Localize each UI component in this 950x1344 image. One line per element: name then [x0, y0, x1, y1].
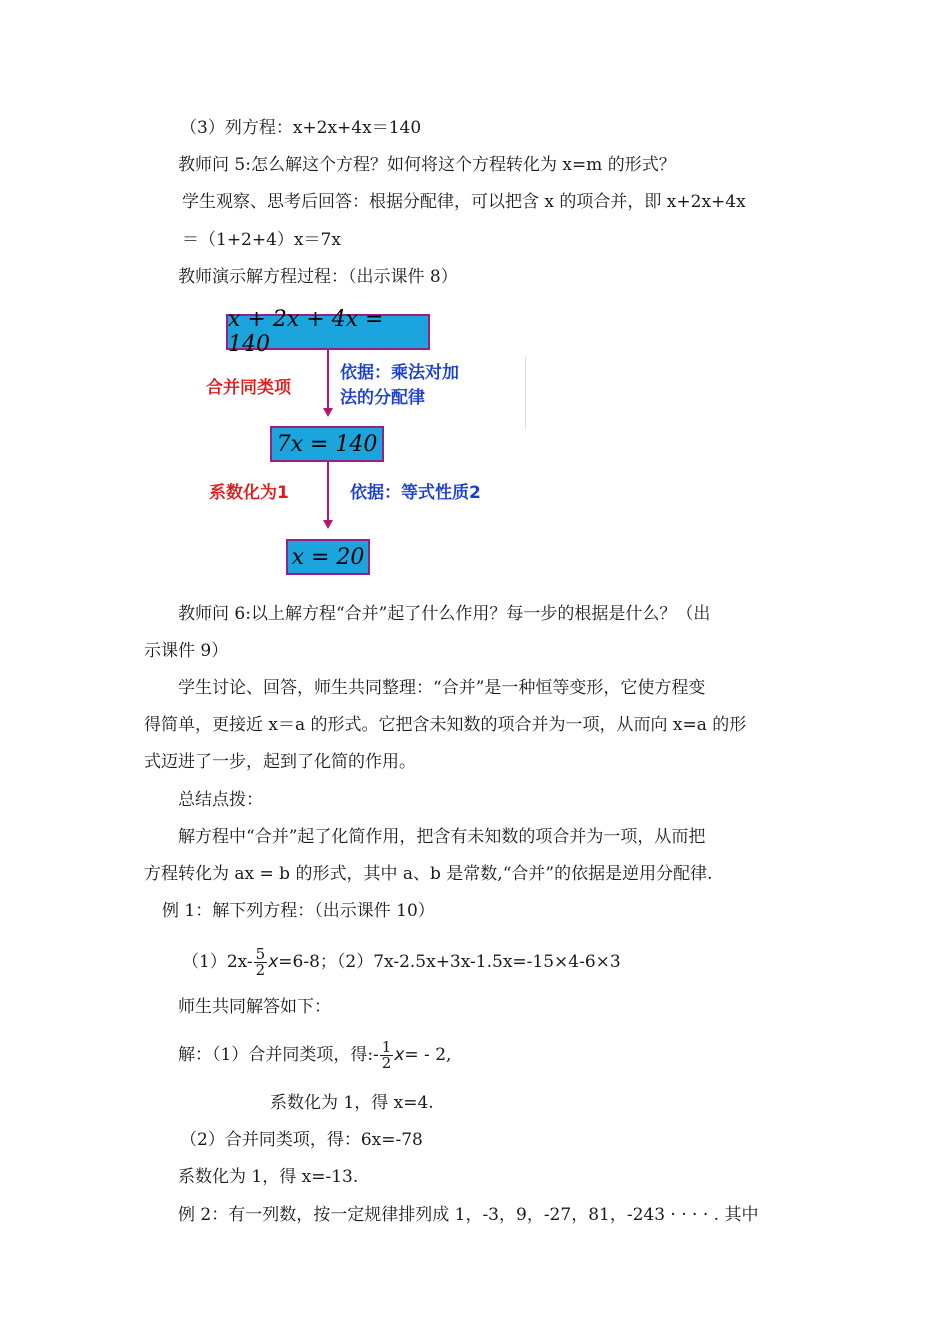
equation-box-1 [226, 307, 430, 357]
text-line-3: 学生观察、思考后回答：根据分配律，可以把含 x 的项合并，即 x+2x+4x [182, 192, 746, 212]
step-1-right-label-line-1: 依据：乘法对加 [340, 363, 459, 383]
text-line-1: （3）列方程：x+2x+4x＝140 [180, 118, 422, 138]
text-line-16: 师生共同解答如下： [178, 997, 331, 1017]
arrow-2-head [323, 520, 333, 529]
equation-box-2 [270, 426, 384, 462]
text-line-6: 教师问 6:以上解方程“合并”起了什么作用？每一步的根据是什么？（出 [178, 604, 711, 624]
variable-x: x [394, 1045, 405, 1065]
text-line-19: （2）合并同类项，得：6x=-78 [180, 1130, 423, 1150]
equation-box-3-text: x = 20 [291, 544, 365, 570]
fraction-five-halves [254, 947, 268, 978]
text-line-2: 教师问 5:怎么解这个方程？如何将这个方程转化为 x=m 的形式？ [178, 155, 676, 175]
equation-box-1-text: x + 2x + 4x = 140 [228, 307, 384, 357]
text-line-7: 示课件 9） [144, 641, 229, 661]
text-line-10: 式迈进了一步，起到了化简的作用。 [144, 752, 416, 772]
text-line-20: 系数化为 1，得 x=-13. [178, 1167, 359, 1187]
solution-1-suffix: = - 2, [404, 1045, 452, 1065]
fraction-denominator: 2 [255, 961, 266, 979]
text-line-18: 系数化为 1，得 x=4. [270, 1093, 434, 1113]
equation-box-2-text: 7x = 140 [276, 431, 378, 457]
example-1-part-1-prefix: （1）2x- [182, 952, 253, 972]
arrow-2-shaft [327, 462, 329, 523]
text-line-11: 总结点拨： [178, 790, 263, 810]
text-line-13: 方程转化为 ax = b 的形式，其中 a、b 是常数,“合并”的依据是逆用分配律. [144, 864, 713, 884]
solution-flow-diagram [180, 306, 540, 596]
step-2-right-label: 依据：等式性质2 [350, 483, 481, 503]
text-line-8: 学生讨论、回答，师生共同整理：“合并”是一种恒等变形，它使方程变 [178, 678, 706, 698]
fraction-denominator: 2 [381, 1054, 392, 1072]
fraction-numerator: 5 [255, 945, 266, 963]
arrow-1-shaft [327, 350, 329, 411]
step-2-left-label: 系数化为1 [209, 483, 289, 503]
step-1-left-label: 合并同类项 [206, 378, 291, 398]
fraction-numerator: 1 [381, 1038, 392, 1056]
text-line-14: 例 1：解下列方程：（出示课件 10） [162, 901, 435, 921]
equation-box-3 [286, 539, 370, 575]
variable-x: x [268, 952, 279, 972]
fraction-one-half [380, 1040, 394, 1071]
step-1-right-label-line-2: 法的分配律 [340, 388, 425, 408]
slide-edge-line [525, 356, 526, 430]
text-line-5: 教师演示解方程过程：（出示课件 8） [178, 267, 458, 287]
text-line-4: ＝（1+2+4）x＝7x [182, 230, 341, 250]
arrow-1-head [323, 408, 333, 417]
example-1-part-1-suffix: =6-8；（2）7x-2.5x+3x-1.5x=-15×4-6×3 [278, 952, 621, 972]
text-line-12: 解方程中“合并”起了化简作用，把含有未知数的项合并为一项，从而把 [178, 827, 706, 847]
text-line-9: 得简单，更接近 x＝a 的形式。它把含未知数的项合并为一项，从而向 x=a 的形 [144, 715, 747, 735]
solution-1-step-1 [178, 1039, 451, 1071]
example-1-problems [182, 946, 621, 978]
text-line-21: 例 2：有一列数，按一定规律排列成 1，-3，9，-27，81，-243 · · · · . 其中 [178, 1205, 759, 1225]
solution-1-prefix: 解：（1）合并同类项，得:- [178, 1045, 379, 1065]
